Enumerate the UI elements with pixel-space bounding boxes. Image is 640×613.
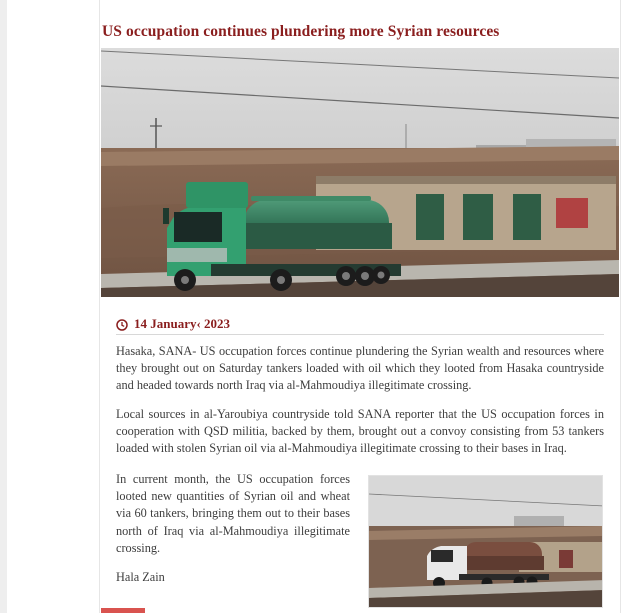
article-title[interactable]: US occupation continues plundering more Syrian resources	[102, 23, 500, 40]
author-name: Hala Zain	[116, 570, 165, 584]
paragraph-2: Local sources in al-Yaroubiya countryside told SANA reporter that the US occupation forces in cooperation with QSD militia, backed by them, brought out a convoy consisting from 53 tankers loaded with stolen Syrian oil via al-Mahmoudiya illegitimate crossing to their bases in Iraq.	[116, 407, 604, 456]
article-date	[116, 316, 230, 332]
paragraph-3: In current month, the US occupation forces looted new quantities of Syrian oil and wheat via 60 tankers, bringing them out to their bases north of Iraq via al-Mahmoudiya illegitimate crossing.	[116, 472, 350, 555]
page-left-edge	[0, 0, 7, 613]
date-text: 14 January‹ 2023	[134, 316, 231, 331]
clock-icon	[116, 318, 128, 330]
divider	[116, 334, 604, 335]
accent-bar	[101, 608, 145, 613]
hero-photo	[101, 48, 619, 297]
paragraph-1: Hasaka, SANA- US occupation forces continue plundering the Syrian wealth and resources where they brought out on Saturday tankers loaded with oil which they looted from Hasaka countryside and headed towards north Iraq via al-Mahmoudiya illegitimate crossing.	[116, 344, 604, 393]
inline-photo	[368, 475, 603, 608]
